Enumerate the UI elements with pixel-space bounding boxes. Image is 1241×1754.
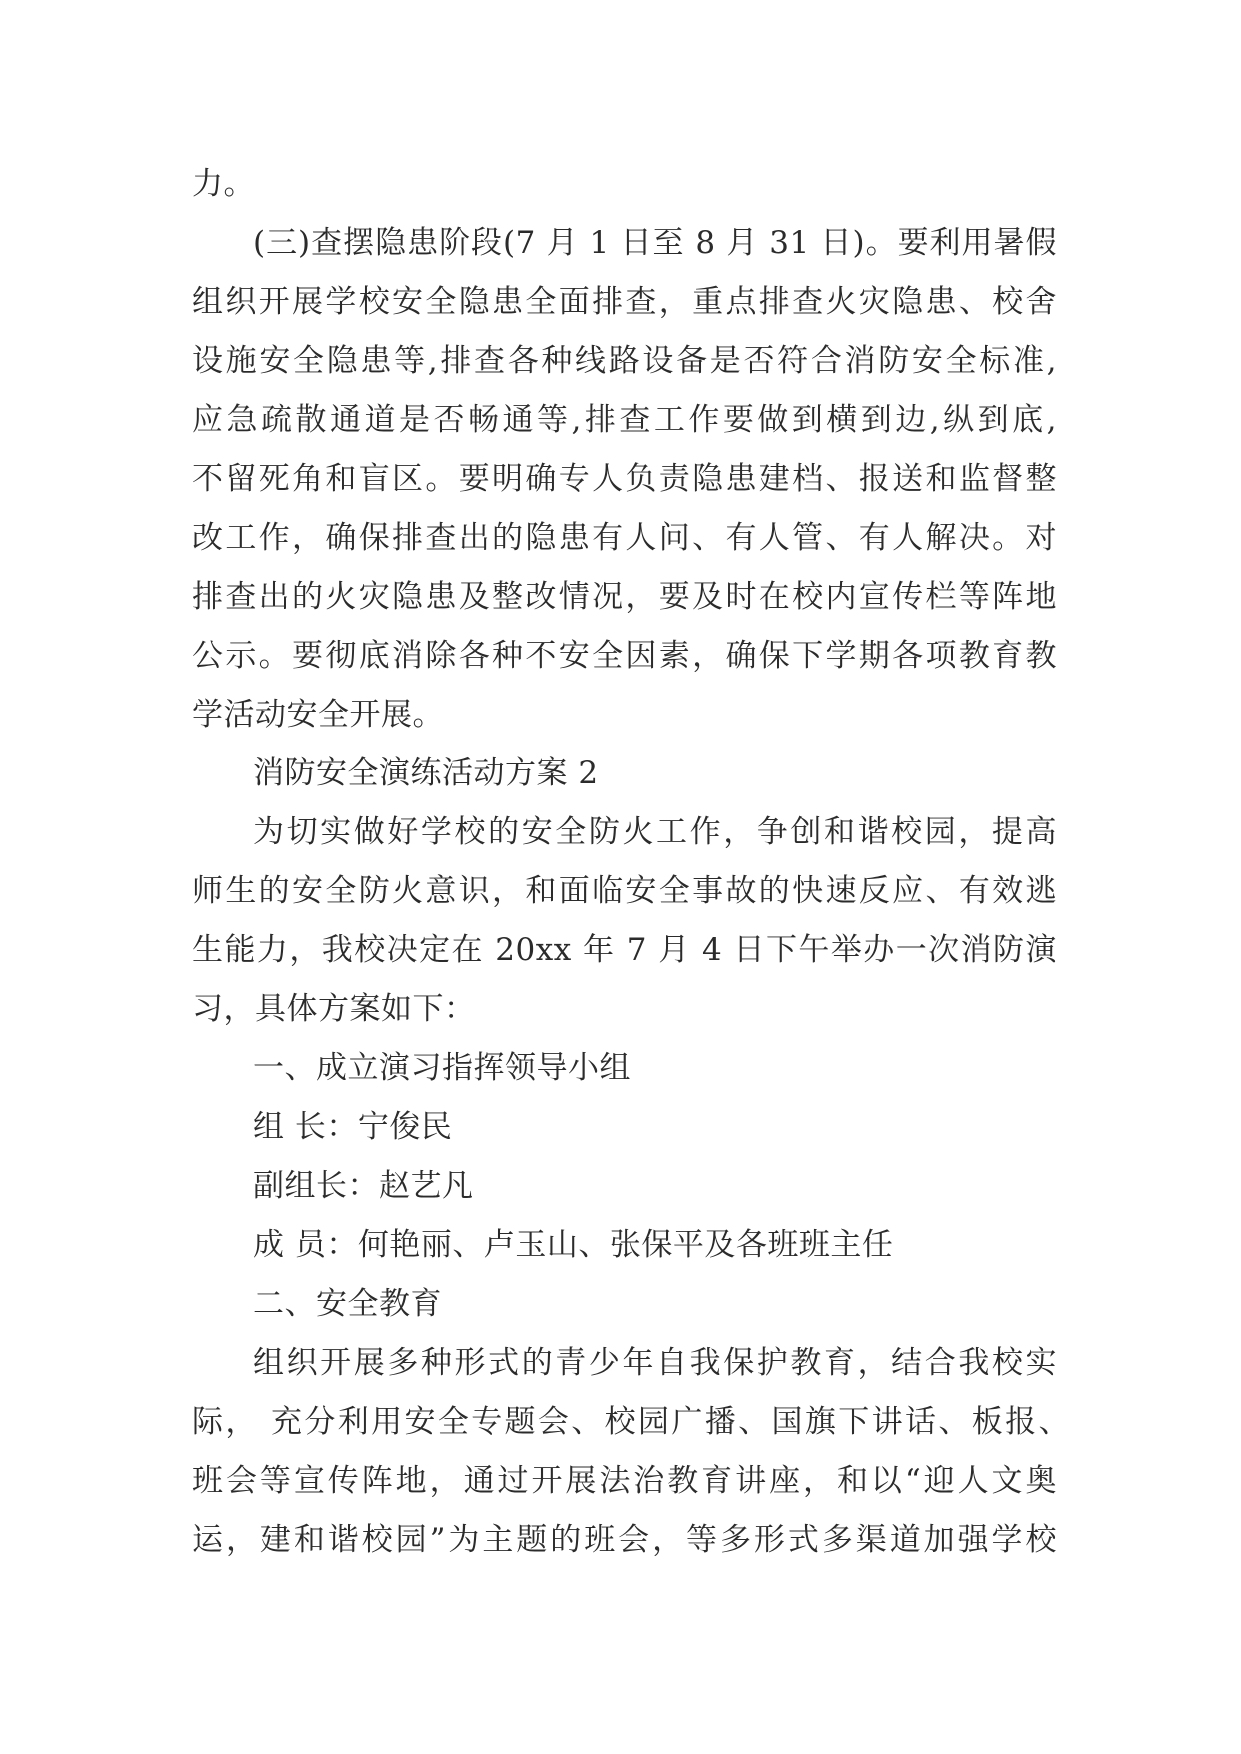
text-line: 际， 充分利用安全专题会、校园广播、国旗下讲话、板报、 xyxy=(192,1404,1070,1440)
text-line: 改工作，确保排查出的隐患有人问、有人管、有人解决。对 xyxy=(192,520,1057,556)
text-line: 设施安全隐患等,排查各种线路设备是否符合消防安全标准, xyxy=(192,343,1057,379)
section-heading: 二、安全教育 xyxy=(253,1286,442,1322)
text-line: 习，具体方案如下： xyxy=(192,991,476,1027)
text-line: 应急疏散通道是否畅通等,排查工作要做到横到边,纵到底, xyxy=(192,402,1057,438)
text-line: 师生的安全防火意识，和面临安全事故的快速反应、有效逃 xyxy=(192,873,1057,909)
text-line: 为切实做好学校的安全防火工作，争创和谐校园，提高 xyxy=(253,814,1057,850)
text-line: 副组长：赵艺凡 xyxy=(253,1168,474,1204)
text-line: 班会等宣传阵地，通过开展法治教育讲座，和以“迎人文奥 xyxy=(192,1463,1057,1499)
text-line: 成 员：何艳丽、卢玉山、张保平及各班班主任 xyxy=(253,1227,894,1263)
text-line: 运，建和谐校园”为主题的班会，等多形式多渠道加强学校 xyxy=(192,1522,1057,1558)
section-heading: 消防安全演练活动方案 2 xyxy=(253,755,599,791)
text-line: 排查出的火灾隐患及整改情况，要及时在校内宣传栏等阵地 xyxy=(192,579,1057,615)
text-line: (三)查摆隐患阶段(7 月 1 日至 8 月 31 日)。要利用暑假 xyxy=(253,225,1058,261)
text-line: 不留死角和盲区。要明确专人负责隐患建档、报送和监督整 xyxy=(192,461,1057,497)
text-line: 学活动安全开展。 xyxy=(192,697,444,733)
text-line: 力。 xyxy=(192,166,255,202)
text-line: 组 长：宁俊民 xyxy=(253,1109,453,1145)
text-line: 生能力，我校决定在 20xx 年 7 月 4 日下午举办一次消防演 xyxy=(192,932,1057,968)
section-heading: 一、成立演习指挥领导小组 xyxy=(253,1050,631,1086)
text-line: 公示。要彻底消除各种不安全因素，确保下学期各项教育教 xyxy=(192,638,1057,674)
text-line: 组织开展学校安全隐患全面排查，重点排查火灾隐患、校舍 xyxy=(192,284,1057,320)
text-line: 组织开展多种形式的青少年自我保护教育，结合我校实 xyxy=(253,1345,1057,1381)
